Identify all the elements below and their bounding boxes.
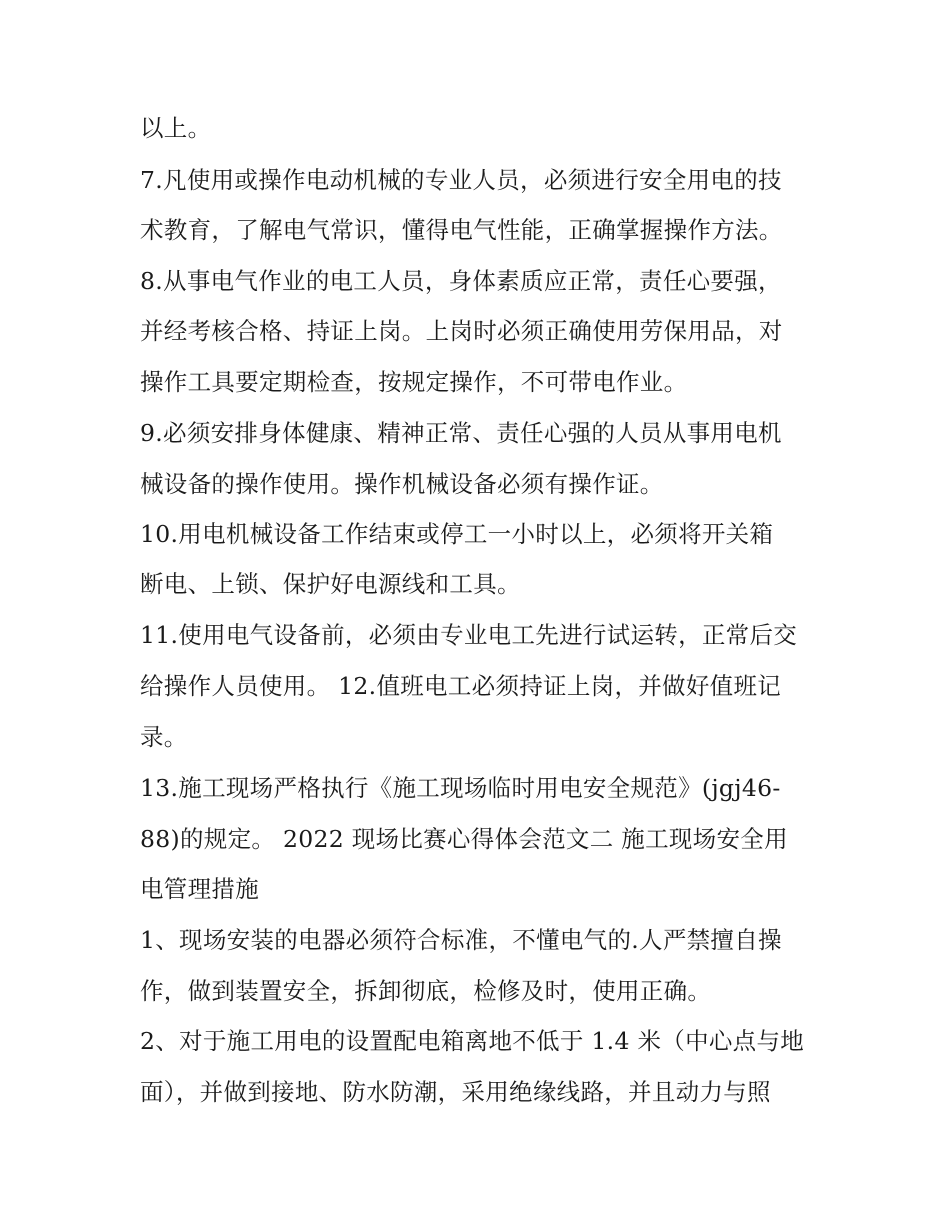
text-line: 10.用电机械设备工作结束或停工一小时以上，必须将开关箱: [140, 520, 774, 548]
text-line: 9.必须安排身体健康、精神正常、责任心强的人员从事用电机: [140, 419, 782, 447]
text-line: 作，做到装置安全，拆卸彻底，检修及时，使用正确。: [140, 977, 712, 1005]
text-line: 面），并做到接地、防水防潮，采用绝缘线路，并且动力与照: [140, 1078, 771, 1106]
text-line: 并经考核合格、持证上岗。上岗时必须正确使用劳保用品，对: [140, 317, 783, 345]
text-line: 操作工具要定期检查，按规定操作，不可带电作业。: [140, 368, 688, 396]
text-line: 录。: [140, 723, 188, 751]
text-line: 1、现场安装的电器必须符合标准，不懂电气的.人严禁擅自操: [140, 926, 782, 954]
text-line: 给操作人员使用。 12.值班电工必须持证上岗，并做好值班记: [140, 672, 782, 700]
text-line: 7.凡使用或操作电动机械的专业人员，必须进行安全用电的技: [140, 166, 782, 194]
text-line: 电管理措施: [140, 875, 259, 903]
text-line: 13.施工现场严格执行《施工现场临时用电安全规范》(jgj46-: [140, 774, 781, 802]
text-line: 术教育，了解电气常识，懂得电气性能，正确掌握操作方法。: [140, 216, 783, 244]
text-line: 械设备的操作使用。操作机械设备必须有操作证。: [140, 470, 664, 498]
text-line: 断电、上锁、保护好电源线和工具。: [140, 570, 521, 598]
text-line: 88)的规定。 2022 现场比赛心得体会范文二 施工现场安全用: [140, 825, 788, 853]
text-line: 8.从事电气作业的电工人员，身体素质应正常，责任心要强，: [140, 267, 782, 295]
text-line: 2、对于施工用电的设置配电箱离地不低于 1.4 米（中心点与地: [140, 1027, 805, 1055]
text-line: 11.使用电气设备前，必须由专业电工先进行试运转，正常后交: [140, 621, 798, 649]
text-line: 以上。: [140, 114, 212, 142]
